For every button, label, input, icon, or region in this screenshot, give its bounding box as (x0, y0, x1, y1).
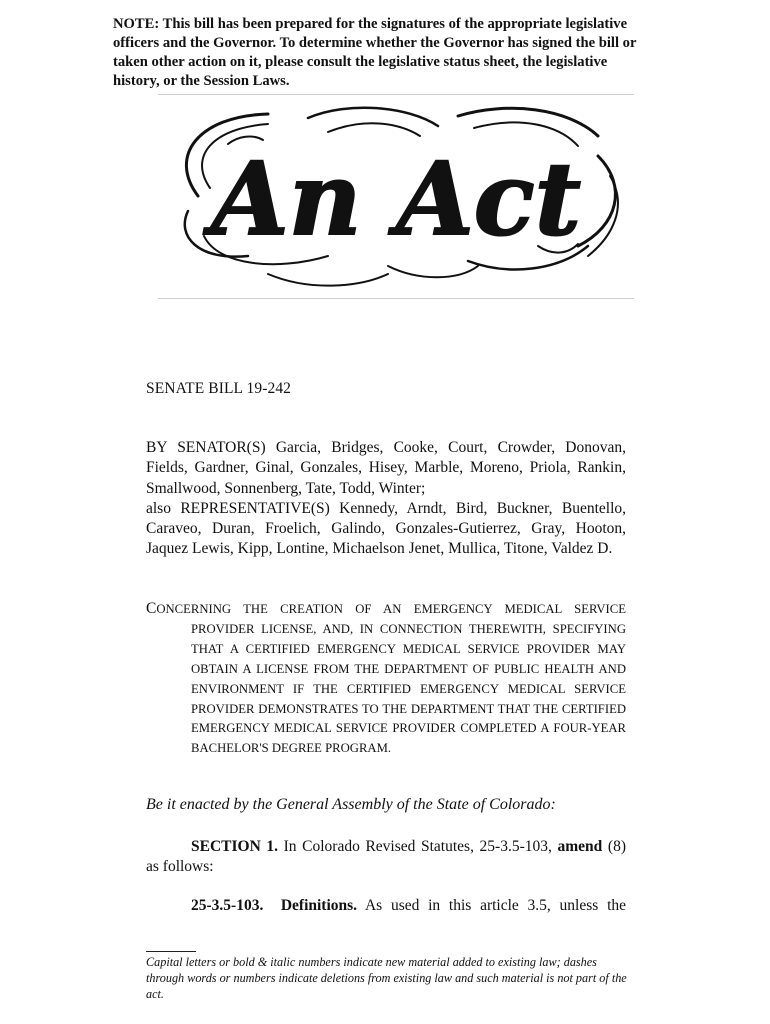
concerning-text: ONCERNING THE CREATION OF AN EMERGENCY MEDICAL SERVICE PROVIDER LICENSE, AND, IN CONNECTION THEREWITH, SPECIFYING THAT A CERTIFIED EMERGENCY MEDICAL SERVICE PROVIDER MAY OBTAIN A LICENSE FROM THE DEPARTMENT OF PUBLIC HEALTH AND ENVIRONMENT IF THE CERTIFIED EMERGENCY MEDICAL SERVICE PROVIDER DEMONSTRATES TO THE DEPARTMENT THAT THE CERTIFIED EMERGENCY MEDICAL SERVICE PROVIDER COMPLETED A FOUR-YEAR BACHELOR'S DEGREE PROGRAM. (156, 602, 626, 756)
definition-heading: Definitions. (280, 897, 358, 914)
section-1-text-after: (8) as follows: (146, 838, 626, 876)
definition-text: As used in this article 3.5, unless the (357, 897, 627, 914)
footnote: Capital letters or bold & italic numbers indicate new material added to existing law; dashes through words or numbers indicate deletions from existing law and such material is not part of the act. (146, 955, 627, 1002)
bill-number: SENATE BILL 19-242 (146, 380, 292, 397)
representative-sponsors: also REPRESENTATIVE(S) Kennedy, Arndt, Bird, Buckner, Buentello, Caraveo, Duran, Froelich, Galindo, Gonzales-Gutierrez, Gray, Hooton, Jaquez Lewis, Kipp, Lontine, Michaelson Jenet, Mullica, Titone, Valdez D. (146, 499, 626, 558)
section-1-amend: amend (557, 838, 603, 855)
header-divider-bottom (158, 298, 634, 299)
sponsors-block (146, 438, 626, 560)
senator-sponsors: BY SENATOR(S) Garcia, Bridges, Cooke, Court, Crowder, Donovan, Fields, Gardner, Ginal, Gonzales, Hisey, Marble, Moreno, Priola, Rankin, Smallwood, Sonnenberg, Tate, Todd, Winter; (146, 439, 626, 497)
enacting-clause: Be it enacted by the General Assembly of the State of Colorado: (146, 796, 556, 813)
definition-paragraph (146, 897, 626, 915)
concerning-first-letter: C (146, 600, 157, 617)
footnote-divider (146, 951, 196, 952)
an-act-seal (158, 96, 634, 296)
legislative-note: NOTE: This bill has been prepared for the signatures of the appropriate legislative officers and the Governor. To determine whether the Governor has signed the bill or taken other action on it, please consult the legislative status sheet, the legislative history, or the Session Laws. (113, 16, 637, 89)
header-divider-top (158, 94, 634, 95)
section-1 (146, 837, 626, 878)
an-act-title: An Act (211, 140, 581, 258)
definition-number: 25-3.5-103. (191, 897, 264, 914)
bill-title-concerning (146, 599, 626, 759)
section-1-text-before: In Colorado Revised Statutes, 25-3.5-103, (278, 838, 558, 855)
section-1-label: SECTION 1. (191, 838, 279, 855)
